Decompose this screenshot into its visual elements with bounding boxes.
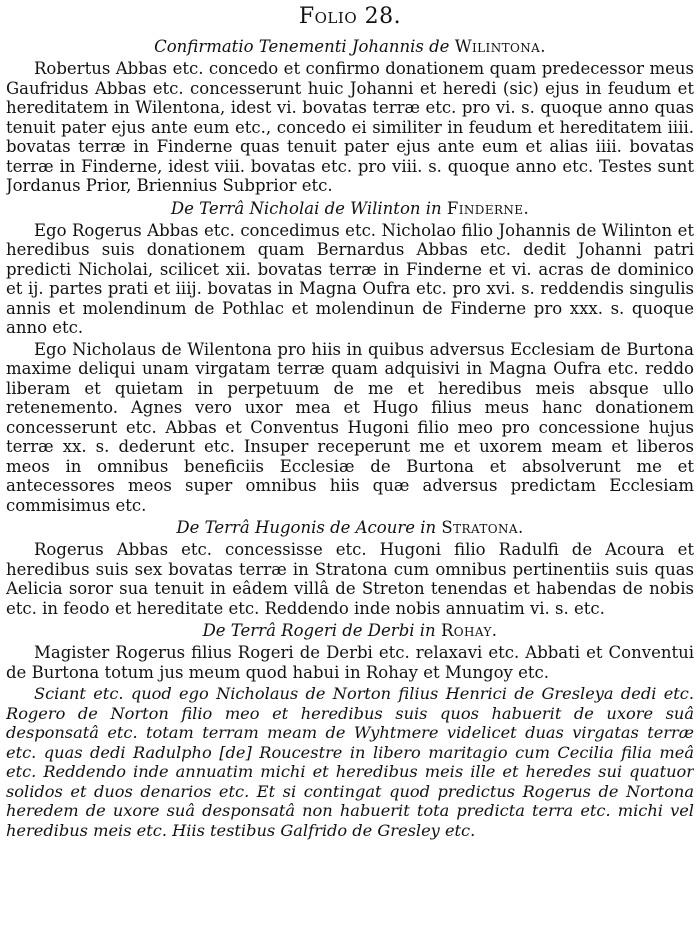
section-title-finderne	[6, 198, 694, 220]
paragraph: Robertus Abbas etc. concedo et confirmo donationem quam predecessor meus Gaufridus Abbas etc. concesserunt huic Johanni et heredi (sic) ejus in feudum et hereditatem in Wilentona, idest vi. bovatas terræ etc. pro vi. s. quoque anno quas tenuit pater ejus ante eum etc., concedo ei similiter in feudum et hereditatem iiii. bovatas terræ in Finderne quas tenuit pater ejus ante eum et alias iiii. bovatas terræ in Finderne, idest viii. bovatas etc. pro viii. s. quoque anno etc. Testes sunt Jordanus Prior, Briennius Subprior etc.	[6, 59, 694, 195]
paragraph: Magister Rogerus filius Rogeri de Derbi etc. relaxavi etc. Abbati et Conventui de Burtona totum jus meum quod habui in Rohay et Mungoy etc.	[6, 643, 694, 682]
section-title-place: Rohay.	[440, 621, 498, 640]
paragraph: Ego Rogerus Abbas etc. concedimus etc. Nicholao filio Johannis de Wilinton et heredibus suis donationem quam Bernardus Abbas etc. dedit Johanni patri predicti Nicholai, scilicet xii. bovatas terræ in Finderne et vi. acras de dominico et ij. partes prati et iiij. bovatas in Magna Oufra etc. pro xvi. s. reddendis singulis annis et molendinum de Pothlac et molendinun de Finderne pro xxx. s. quoque anno etc.	[6, 220, 694, 337]
document-page	[6, 4, 694, 934]
italic-paragraph: Sciant etc. quod ego Nicholaus de Norton filius Henrici de Gresleya dedi etc. Rogero de Norton filio meo et heredibus suis quos habuerit de uxore suâ desponsatâ etc. totam terram meam de Wyhtmere videlicet duas virgatas terræ etc. quas dedi Radulpho [de] Roucestre in libero maritagio cum Cecilia filia meâ etc. Reddendo inde annuatim michi et heredibus meis ille et heredes sui quatuor solidos et duos denarios etc. Et si contingat quod predictus Rogerus de Nortona heredem de uxore suâ desponsatâ non habuerit tota predicta terra etc. michi vel heredibus meis etc. Hiis testibus Galfrido de Gresley etc.	[6, 684, 694, 840]
section-title-place: Wilintona.	[454, 37, 546, 56]
section-title-wilintona	[6, 36, 694, 58]
folio-heading: Folio 28.	[298, 4, 402, 29]
section-title-italic: Confirmatio Tenementi Johannis de	[154, 37, 450, 56]
section-title-italic: De Terrâ Rogeri de Derbi in	[202, 621, 436, 640]
paragraph: Rogerus Abbas etc. concessisse etc. Hugoni filio Radulfi de Acoura et heredibus suis sex bovatas terræ in Stratona cum omnibus pertinentiis suis quas Aelicia soror sua tenuit in eâdem villâ de Streton tenendas et habendas de nobis etc. in feodo et hereditate etc. Reddendo inde nobis annuatim vi. s. etc.	[6, 540, 694, 618]
section-title-place: Stratona.	[441, 518, 524, 537]
paragraph: Ego Nicholaus de Wilentona pro hiis in quibus adversus Ecclesiam de Burtona maxime deliqui unam virgatam terræ quam adquisivi in Magna Oufra etc. reddo liberam et quietam in perpetuum de me et heredibus meis absque ullo retenemento. Agnes vero uxor mea et Hugo filius meus hanc donationem concesserunt etc. Abbas et Conventus Hugoni filio meo pro concessione hujus terræ xx. s. dederunt etc. Insuper receperunt me et uxorem meam et liberos meos in omnibus beneficiis Ecclesiæ de Burtona et absolverunt me et antecessores meos super omnibus hiis quæ adversus predictam Ecclesiam commisimus etc.	[6, 339, 694, 515]
section-title-italic: De Terrâ Hugonis de Acoure in	[176, 518, 437, 537]
section-title-stratona	[6, 517, 694, 539]
section-title-italic: De Terrâ Nicholai de Wilinton in	[170, 198, 442, 218]
section-title-place: Finderne.	[446, 198, 530, 218]
section-title-rohay	[6, 620, 694, 642]
